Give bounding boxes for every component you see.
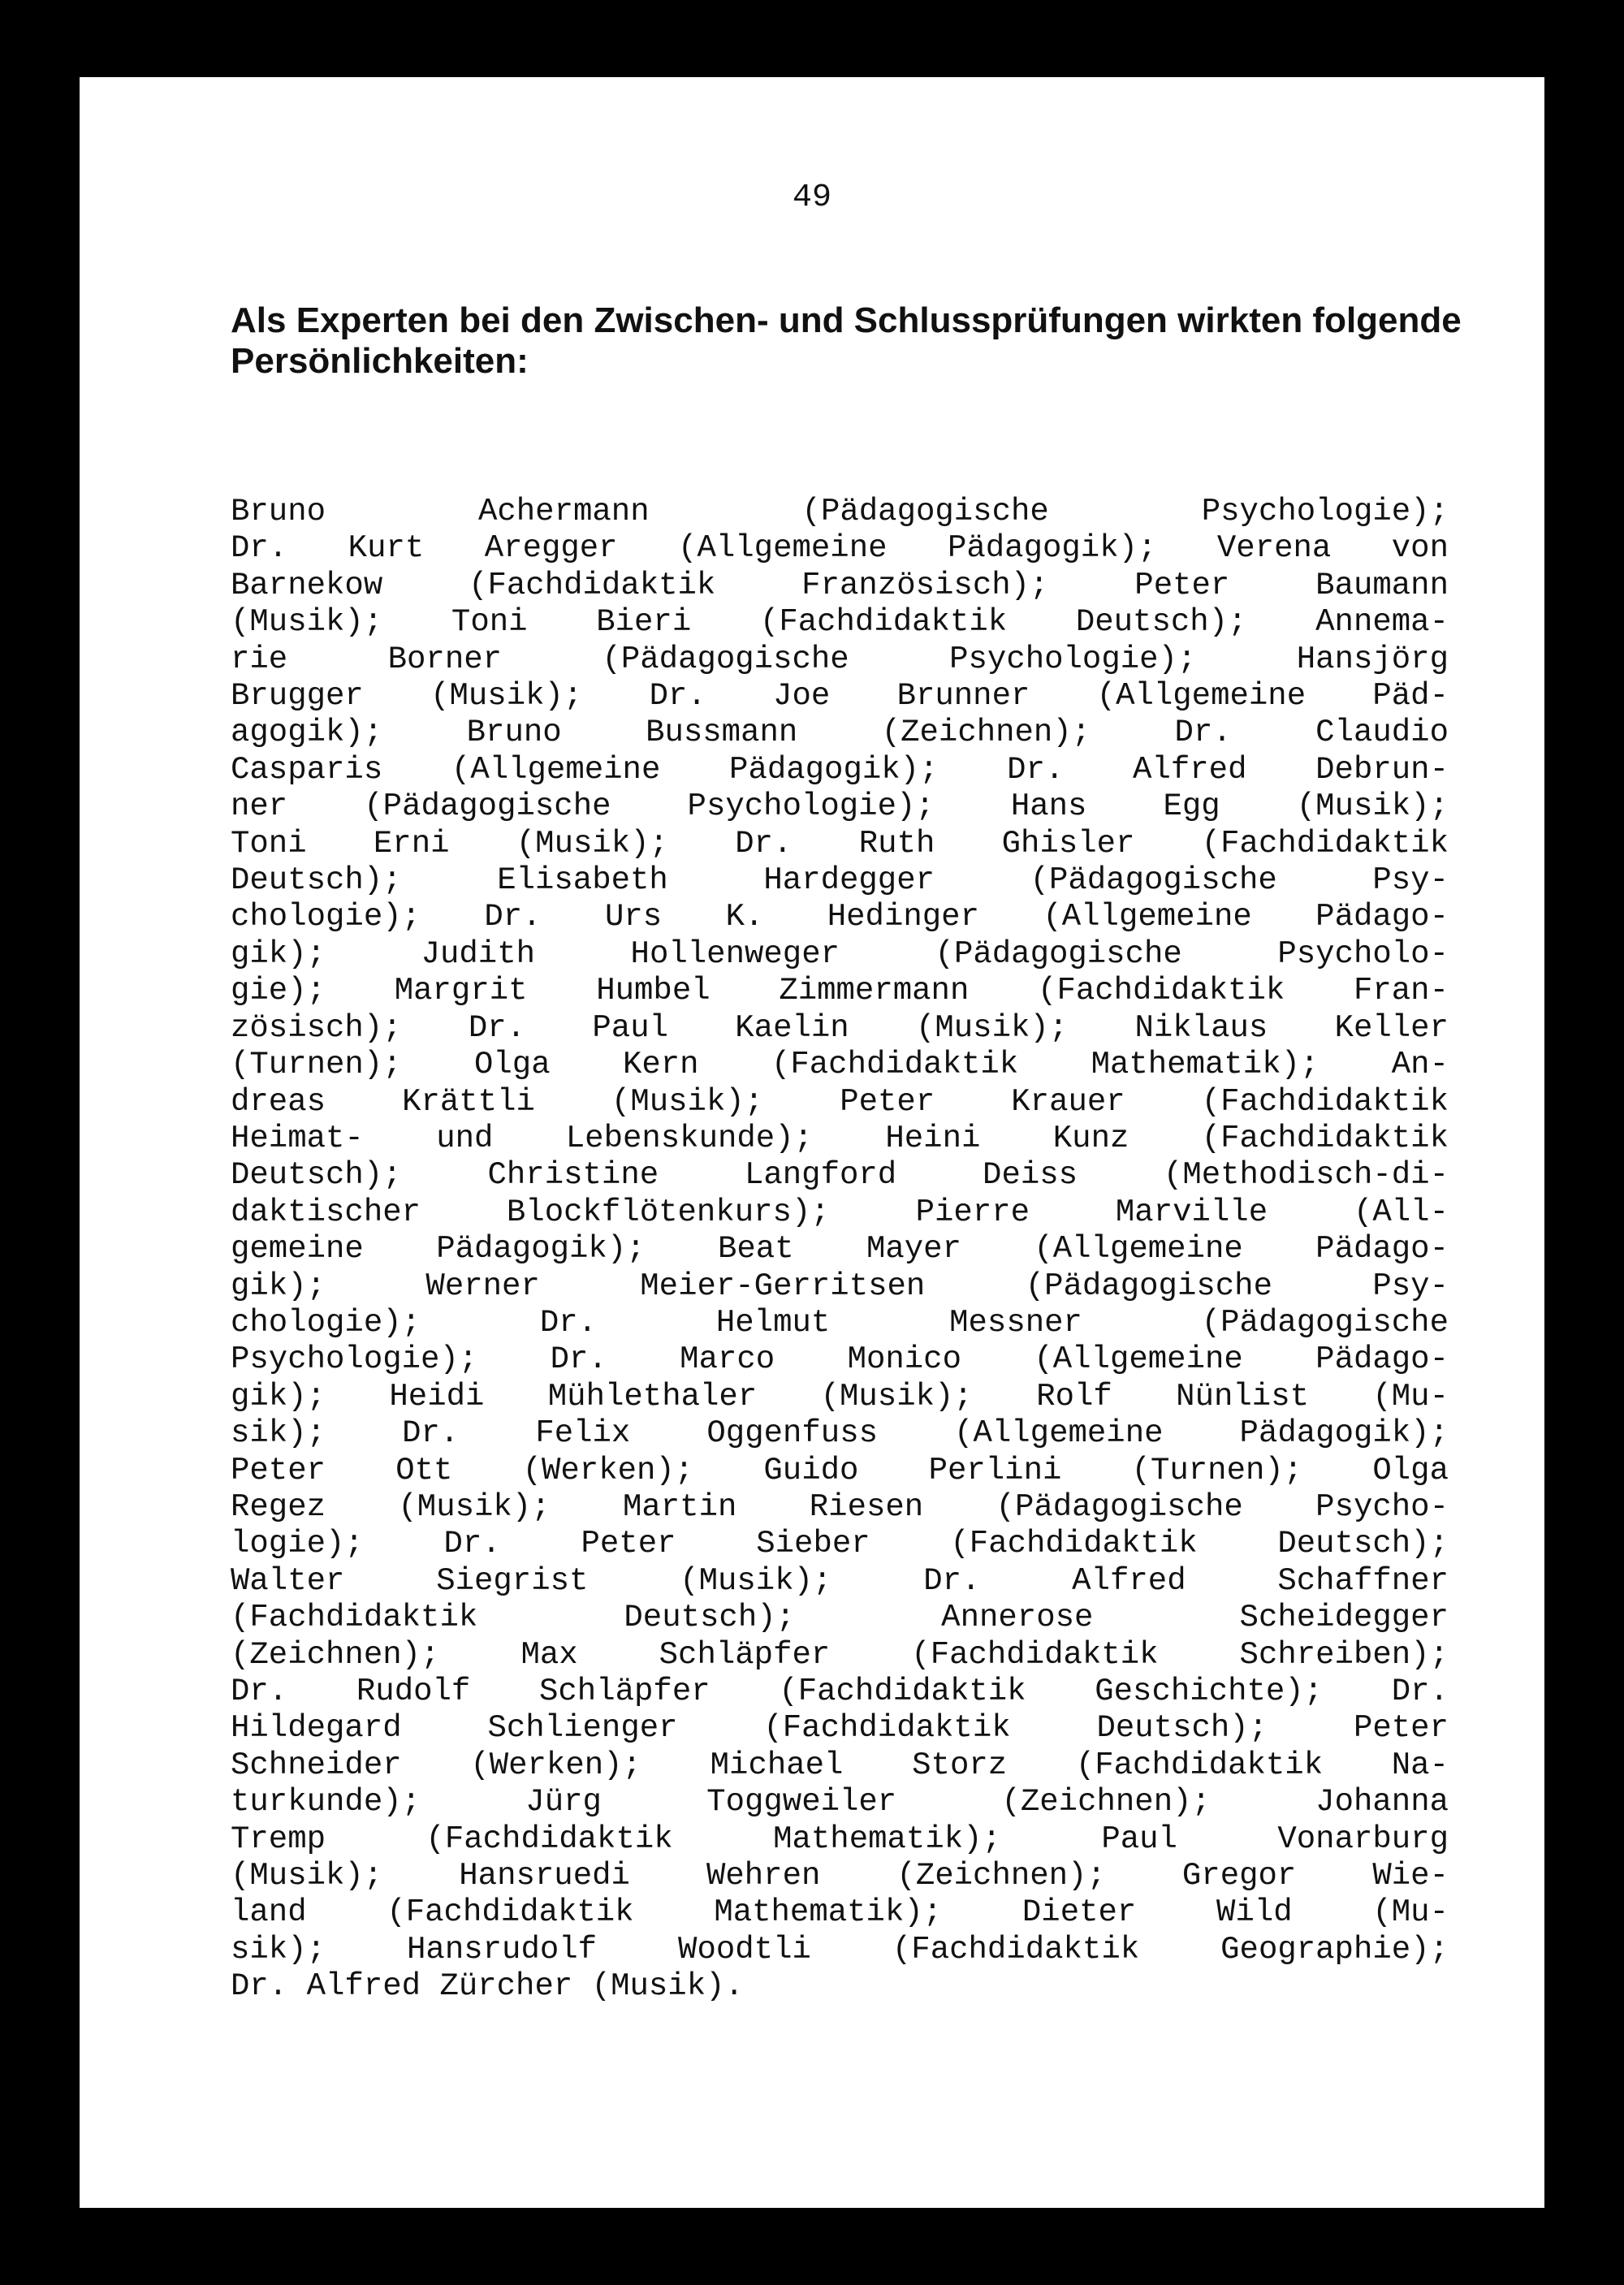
text-line: sik); Dr. Felix Oggenfuss (Allgemeine Pädagogik);	[231, 1415, 1449, 1452]
text-line: Brugger (Musik); Dr. Joe Brunner (Allgemeine Päd-	[231, 678, 1449, 715]
text-line: Barnekow (Fachdidaktik Französisch); Peter Baumann	[231, 567, 1449, 603]
text-line: Heimat- und Lebenskunde); Heini Kunz (Fachdidaktik	[231, 1120, 1449, 1156]
text-line: Dr. Kurt Aregger (Allgemeine Pädagogik); Verena von	[231, 530, 1449, 567]
text-line: gik); Judith Hollenweger (Pädagogische Psycholo-	[231, 935, 1449, 972]
text-line: (Musik); Hansruedi Wehren (Zeichnen); Gregor Wie-	[231, 1858, 1449, 1894]
text-line: land (Fachdidaktik Mathematik); Dieter Wild (Mu-	[231, 1894, 1449, 1931]
text-line: (Fachdidaktik Deutsch); Annerose Scheidegger	[231, 1600, 1449, 1636]
text-line: ner (Pädagogische Psychologie); Hans Egg (Musik);	[231, 788, 1449, 825]
text-line: agogik); Bruno Bussmann (Zeichnen); Dr. Claudio	[231, 715, 1449, 751]
text-line: zösisch); Dr. Paul Kaelin (Musik); Niklaus Keller	[231, 1009, 1449, 1046]
text-line: Schneider (Werken); Michael Storz (Fachdidaktik Na-	[231, 1747, 1449, 1783]
text-line: Hildegard Schlienger (Fachdidaktik Deutsch); Peter	[231, 1710, 1449, 1747]
text-line: (Turnen); Olga Kern (Fachdidaktik Mathematik); An-	[231, 1047, 1449, 1083]
text-line: Deutsch); Christine Langford Deiss (Methodisch-di-	[231, 1157, 1449, 1194]
text-line: Peter Ott (Werken); Guido Perlini (Turnen); Olga	[231, 1452, 1449, 1488]
text-line: Bruno Achermann (Pädagogische Psychologie);	[231, 494, 1449, 529]
text-line: Regez (Musik); Martin Riesen (Pädagogische Psycho-	[231, 1488, 1449, 1525]
text-line: dreas Krättli (Musik); Peter Krauer (Fachdidaktik	[231, 1083, 1449, 1120]
document-page	[80, 77, 1544, 2208]
text-line: gie); Margrit Humbel Zimmermann (Fachdidaktik Fran-	[231, 973, 1449, 1009]
text-line: daktischer Blockflötenkurs); Pierre Marville (All-	[231, 1194, 1449, 1230]
text-line: sik); Hansrudolf Woodtli (Fachdidaktik Geographie);	[231, 1931, 1449, 1968]
expert-list-paragraph	[231, 494, 1449, 2006]
text-line: Dr. Alfred Zürcher (Musik).	[231, 1968, 744, 2005]
text-line: gik); Werner Meier-Gerritsen (Pädagogische Psy-	[231, 1268, 1449, 1304]
text-line: rie Borner (Pädagogische Psychologie); Hansjörg	[231, 641, 1449, 677]
text-line: Dr. Rudolf Schläpfer (Fachdidaktik Geschichte); Dr.	[231, 1674, 1449, 1709]
text-line: gik); Heidi Mühlethaler (Musik); Rolf Nünlist (Mu-	[231, 1378, 1449, 1415]
page-number: 49	[792, 179, 831, 216]
text-line: Walter Siegrist (Musik); Dr. Alfred Schaffner	[231, 1562, 1449, 1599]
text-line: logie); Dr. Peter Sieber (Fachdidaktik Deutsch);	[231, 1526, 1449, 1562]
text-line: Tremp (Fachdidaktik Mathematik); Paul Vonarburg	[231, 1821, 1449, 1857]
text-line: Deutsch); Elisabeth Hardegger (Pädagogische Psy-	[231, 862, 1449, 899]
text-line: Toni Erni (Musik); Dr. Ruth Ghisler (Fachdidaktik	[231, 825, 1449, 862]
text-line: Psychologie); Dr. Marco Monico (Allgemeine Pädago-	[231, 1341, 1449, 1378]
text-line: (Musik); Toni Bieri (Fachdidaktik Deutsch); Annema-	[231, 604, 1449, 641]
text-line: turkunde); Jürg Toggweiler (Zeichnen); Johanna	[231, 1784, 1449, 1821]
text-line: Casparis (Allgemeine Pädagogik); Dr. Alfred Debrun-	[231, 751, 1449, 788]
text-line: (Zeichnen); Max Schläpfer (Fachdidaktik Schreiben);	[231, 1636, 1449, 1673]
text-line: gemeine Pädagogik); Beat Mayer (Allgemeine Pädago-	[231, 1231, 1449, 1268]
text-line: chologie); Dr. Urs K. Hedinger (Allgemeine Pädago-	[231, 899, 1449, 935]
text-line: chologie); Dr. Helmut Messner (Pädagogische	[231, 1304, 1449, 1341]
section-heading: Als Experten bei den Zwischen- und Schlussprüfungen wirkten folgende Persönlichkeiten:	[231, 300, 1462, 381]
